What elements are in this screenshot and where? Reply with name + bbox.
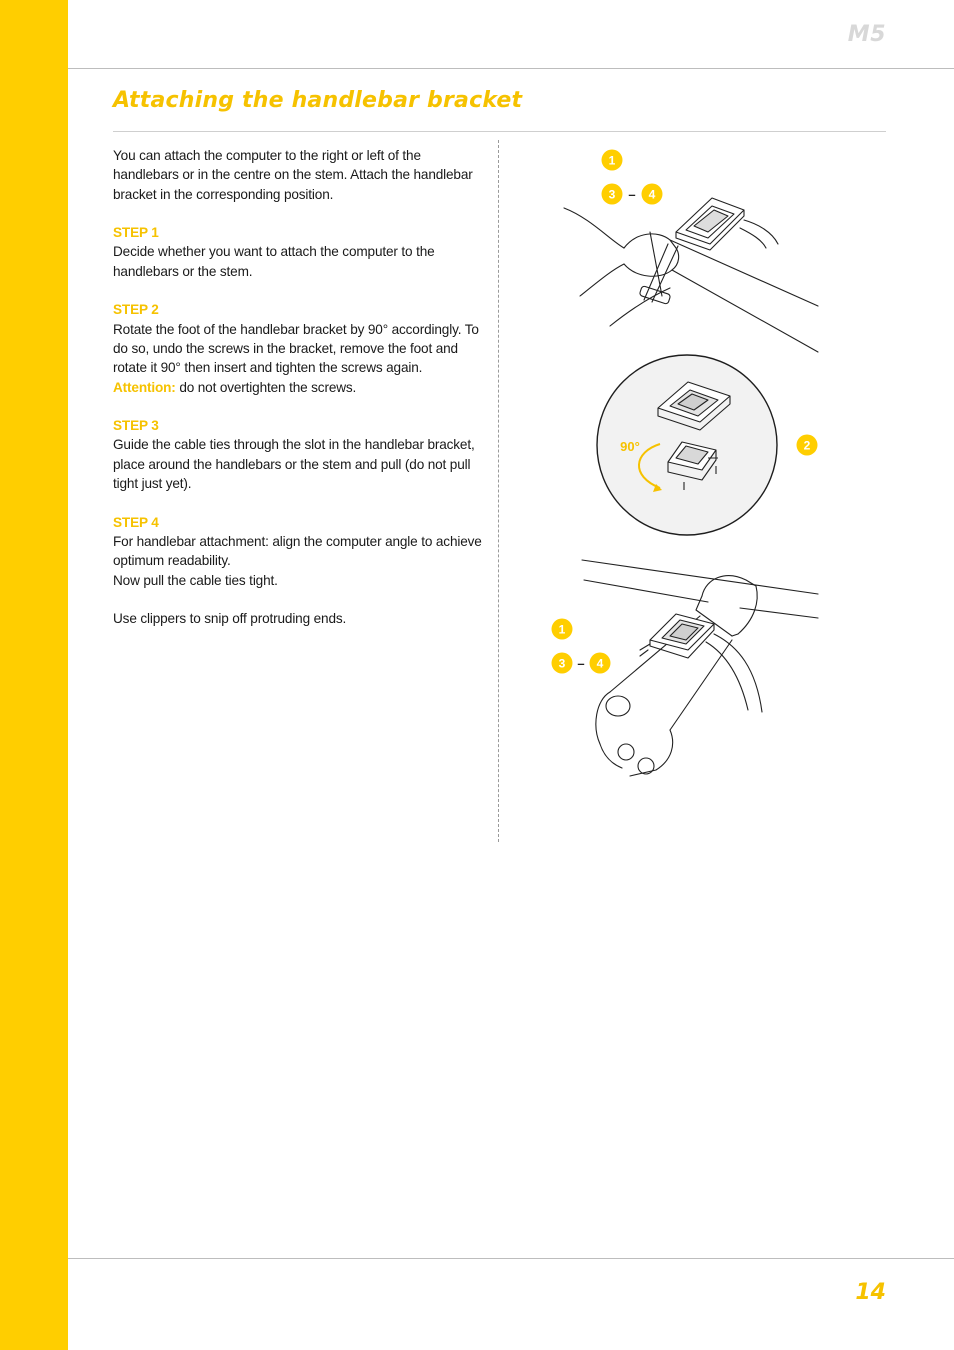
step-4-text-2: Now pull the cable ties tight. <box>113 572 278 588</box>
page-number: 14 <box>855 1280 886 1305</box>
yellow-side-bar <box>0 0 68 1350</box>
step-4 <box>113 513 485 590</box>
title-rule <box>113 131 886 132</box>
step-1 <box>113 223 485 281</box>
instructions-column <box>113 146 485 648</box>
step-marker-4-top-label: 4 <box>648 187 656 202</box>
step-marker-1-top-label: 1 <box>608 153 616 168</box>
step-marker-3-top-label: 3 <box>608 187 616 202</box>
handlebar-mount-illustration <box>564 198 818 352</box>
step-1-heading: STEP 1 <box>113 225 159 241</box>
closing-paragraph: Use clippers to snip off protruding ends. <box>113 611 347 627</box>
step-marker-4-bottom-label: 4 <box>596 656 604 671</box>
model-label: M5 <box>847 22 886 47</box>
attention-label: Attention: <box>113 379 176 395</box>
attention-text: do not overtighten the screws. <box>175 379 357 395</box>
step-4-text: For handlebar attachment: align the computer angle to achieve optimum readability. <box>113 533 482 569</box>
step-marker-2-label: 2 <box>803 438 811 453</box>
step-range-dash-top: – <box>628 187 636 202</box>
step-3-text: Guide the cable ties through the slot in the handlebar bracket, place around the handlebars or the stem and pull (do not pull tight just yet). <box>113 437 475 492</box>
step-3-heading: STEP 3 <box>113 418 159 434</box>
step-marker-3-bottom-label: 3 <box>558 656 566 671</box>
step-marker-1-bottom-label: 1 <box>558 622 566 637</box>
intro-paragraph: You can attach the computer to the right or left of the handlebars or in the centre on the stem. Attach the handlebar bracket in the corresponding position. <box>113 148 473 202</box>
stem-mount-illustration <box>582 560 818 776</box>
column-divider <box>498 140 499 842</box>
illustrations-panel <box>500 140 840 800</box>
step-2 <box>113 300 485 396</box>
footer-rule <box>68 1258 954 1259</box>
header-rule <box>68 68 954 69</box>
step-4-heading: STEP 4 <box>113 514 159 530</box>
step-2-heading: STEP 2 <box>113 302 159 318</box>
rotation-angle-label: 90° <box>620 439 640 454</box>
step-3 <box>113 416 485 493</box>
step-range-dash-bottom: – <box>577 656 585 671</box>
step-2-text: Rotate the foot of the handlebar bracket by 90° accordingly. To do so, undo the screws in the bracket, remove the foot and rotate it 90° then insert and tighten the screws again. <box>113 321 479 376</box>
step-1-text: Decide whether you want to attach the computer to the handlebars or the stem. <box>113 244 435 279</box>
page-title: Attaching the handlebar bracket <box>113 88 523 113</box>
